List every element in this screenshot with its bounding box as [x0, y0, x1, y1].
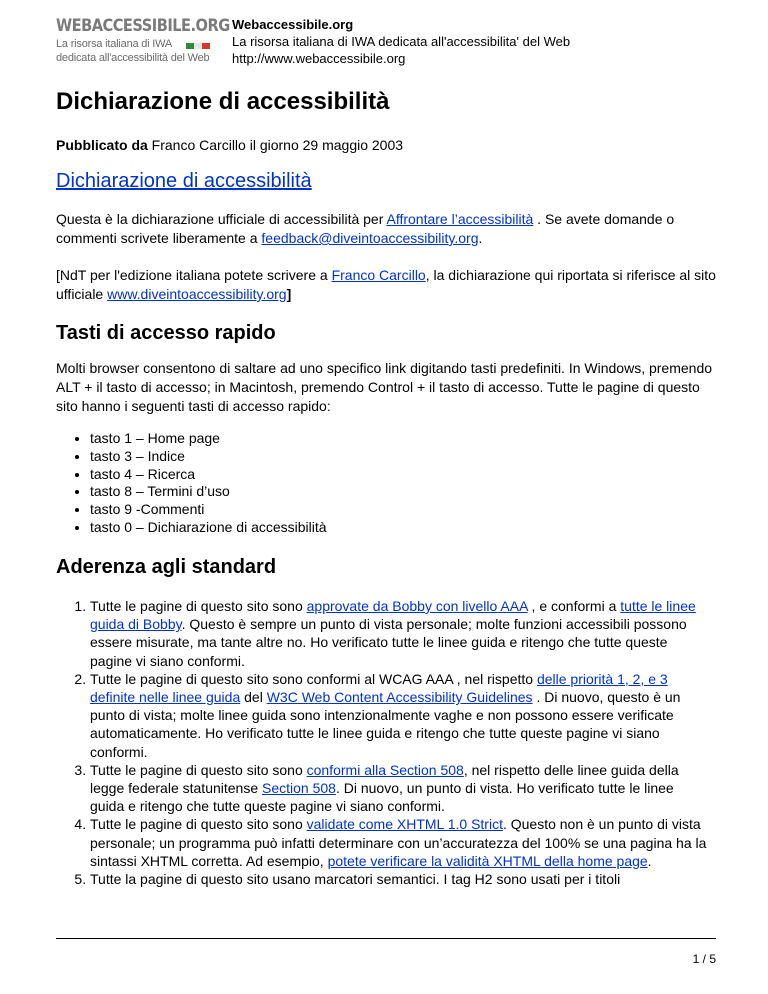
xhtml-strict-link[interactable]: validate come XHTML 1.0 Strict: [306, 816, 503, 833]
item-text: , nel rispetto delle linee guida della legge federale statunitense: [90, 761, 679, 797]
item-text: . Di nuovo, un punto di vista. Ho verificato tutte le linee guida e ritengo che tutte queste pagine vi siano conformi.: [90, 780, 674, 815]
section-title-keys: Tasti di accesso rapido: [56, 322, 276, 344]
bobby-guidelines-link[interactable]: tutte le linee guida di Bobby: [90, 598, 696, 633]
site-name: Webaccessibile.org: [232, 17, 354, 32]
keys-paragraph: Molti browser consentono di saltare ad uno specifico link digitando tasti predefiniti. In Windows, premendo ALT + il tasto di accesso; in Macintosh, premendo Control + il tasto di accesso. Tutte le pagine di questo sito hanno i seguenti tasti di accesso rapido:: [56, 360, 713, 414]
logo-title: WEBACCESSIBILE.ORG: [56, 16, 230, 36]
footer-divider: [56, 938, 716, 939]
standards-list: [56, 597, 710, 888]
site-tagline: La risorsa italiana di IWA dedicata all'accessibilita' del Web: [232, 34, 571, 49]
list-item: [90, 670, 710, 761]
item-text: Tutte le pagine di questo sito sono: [90, 598, 307, 614]
page-header: [56, 12, 716, 68]
logo-line-2: dedicata all'accessibilità del Web: [56, 52, 210, 64]
feedback-email-link[interactable]: feedback@diveintoaccessibility.org: [261, 230, 479, 246]
byline-text: Franco Carcillo il giorno 29 maggio 2003: [147, 137, 404, 153]
item-text: Tutte le pagine di questo sito sono: [90, 816, 307, 833]
intro-text-3: .: [478, 230, 483, 246]
list-item: [90, 870, 710, 888]
item-text: Tutte le pagine di questo sito sono: [90, 761, 307, 778]
list-item: • tasto 0 – Dichiarazione di accessibilità: [90, 519, 327, 537]
heading-link[interactable]: Dichiarazione di accessibilità: [56, 170, 312, 192]
priority-link[interactable]: delle priorità 1, 2, e 3 definite nelle linee guida: [90, 670, 668, 706]
list-item: [90, 597, 710, 670]
list-item: • tasto 9 -Commenti: [90, 501, 327, 519]
logo-line-1: La risorsa italiana di IWA: [56, 38, 173, 50]
list-item: • tasto 8 – Termini d’uso: [90, 483, 327, 501]
item-text: , e conformi a: [527, 598, 621, 614]
list-item: • tasto 4 – Ricerca: [90, 466, 327, 484]
franco-carcillo-link[interactable]: Franco Carcillo: [331, 267, 426, 283]
item-text: del: [240, 689, 267, 706]
xhtml-validation-link[interactable]: potete verificare la validità XHTML della home page: [327, 852, 648, 869]
item-text: Tutte le pagine di questo sito sono conformi al WCAG AAA , nel rispetto: [90, 670, 537, 687]
ndt-text-3: ]: [286, 286, 292, 302]
section-508-conform-link[interactable]: conformi alla Section 508: [306, 761, 464, 778]
diveintoaccessibility-link[interactable]: www.diveintoaccessibility.org: [107, 286, 287, 302]
ndt-text-2: , la dichiarazione qui riportata si riferisce al sito ufficiale: [56, 267, 716, 302]
ndt-text-1: [NdT per l'edizione italiana potete scrivere a: [56, 267, 332, 283]
item-text: .: [647, 852, 652, 869]
item-text: . Questo è sempre un punto di vista personale; molte funzioni accessibili possono essere misurate, ma tante altre no. Ho verificato tutte le linee guida e ritengo che tutte queste pagine vi siano conformi.: [90, 616, 687, 669]
site-logo: [56, 16, 230, 70]
italian-flag-icon: [186, 43, 210, 49]
item-text: Tutte la pagine di questo sito usano marcatori semantici. I tag H2 sono usati per i titoli: [90, 871, 621, 888]
page-number: 1 / 5: [692, 952, 716, 966]
ndt-paragraph: [56, 266, 716, 304]
item-text: . Di nuovo, questo è un punto di vista; molte linee guida sono intenzionalmente vaghe e non possono essere verificate automaticamente. Ho verificato tutte le linee guida e ritengo che tutte queste pagine vi siano conformi.: [90, 689, 681, 760]
item-text: . Questo non è un punto di vista personale; un programma può infatti determinare con un’accuratezza del 100% se una pagina ha la sintassi XHTML corretta. Ad esempio,: [90, 816, 707, 869]
list-item: • tasto 1 – Home page: [90, 430, 327, 448]
intro-paragraph: [56, 210, 716, 248]
byline: [56, 137, 403, 153]
w3c-wcag-link[interactable]: W3C Web Content Accessibility Guidelines: [266, 689, 533, 706]
byline-label: Pubblicato da: [56, 137, 148, 153]
list-item: • tasto 3 – Indice: [90, 448, 327, 466]
section-508-link[interactable]: Section 508: [262, 780, 336, 797]
list-item: [90, 815, 710, 870]
section-title-standards: Aderenza agli standard: [56, 556, 277, 578]
list-item: [90, 761, 710, 816]
intro-text-2: . Se avete domande o commenti scrivete liberamente a: [56, 211, 675, 246]
site-url: http://www.webaccessibile.org: [232, 51, 406, 66]
page-title: Dichiarazione di accessibilità: [56, 88, 390, 115]
intro-text-1: Questa è la dichiarazione ufficiale di accessibilità per: [56, 211, 387, 227]
site-info: [232, 16, 570, 67]
access-keys-list: [56, 430, 327, 537]
affrontare-link[interactable]: Affrontare l’accessibilità: [386, 211, 534, 227]
bobby-aaa-link[interactable]: approvate da Bobby con livello AAA: [306, 598, 528, 614]
